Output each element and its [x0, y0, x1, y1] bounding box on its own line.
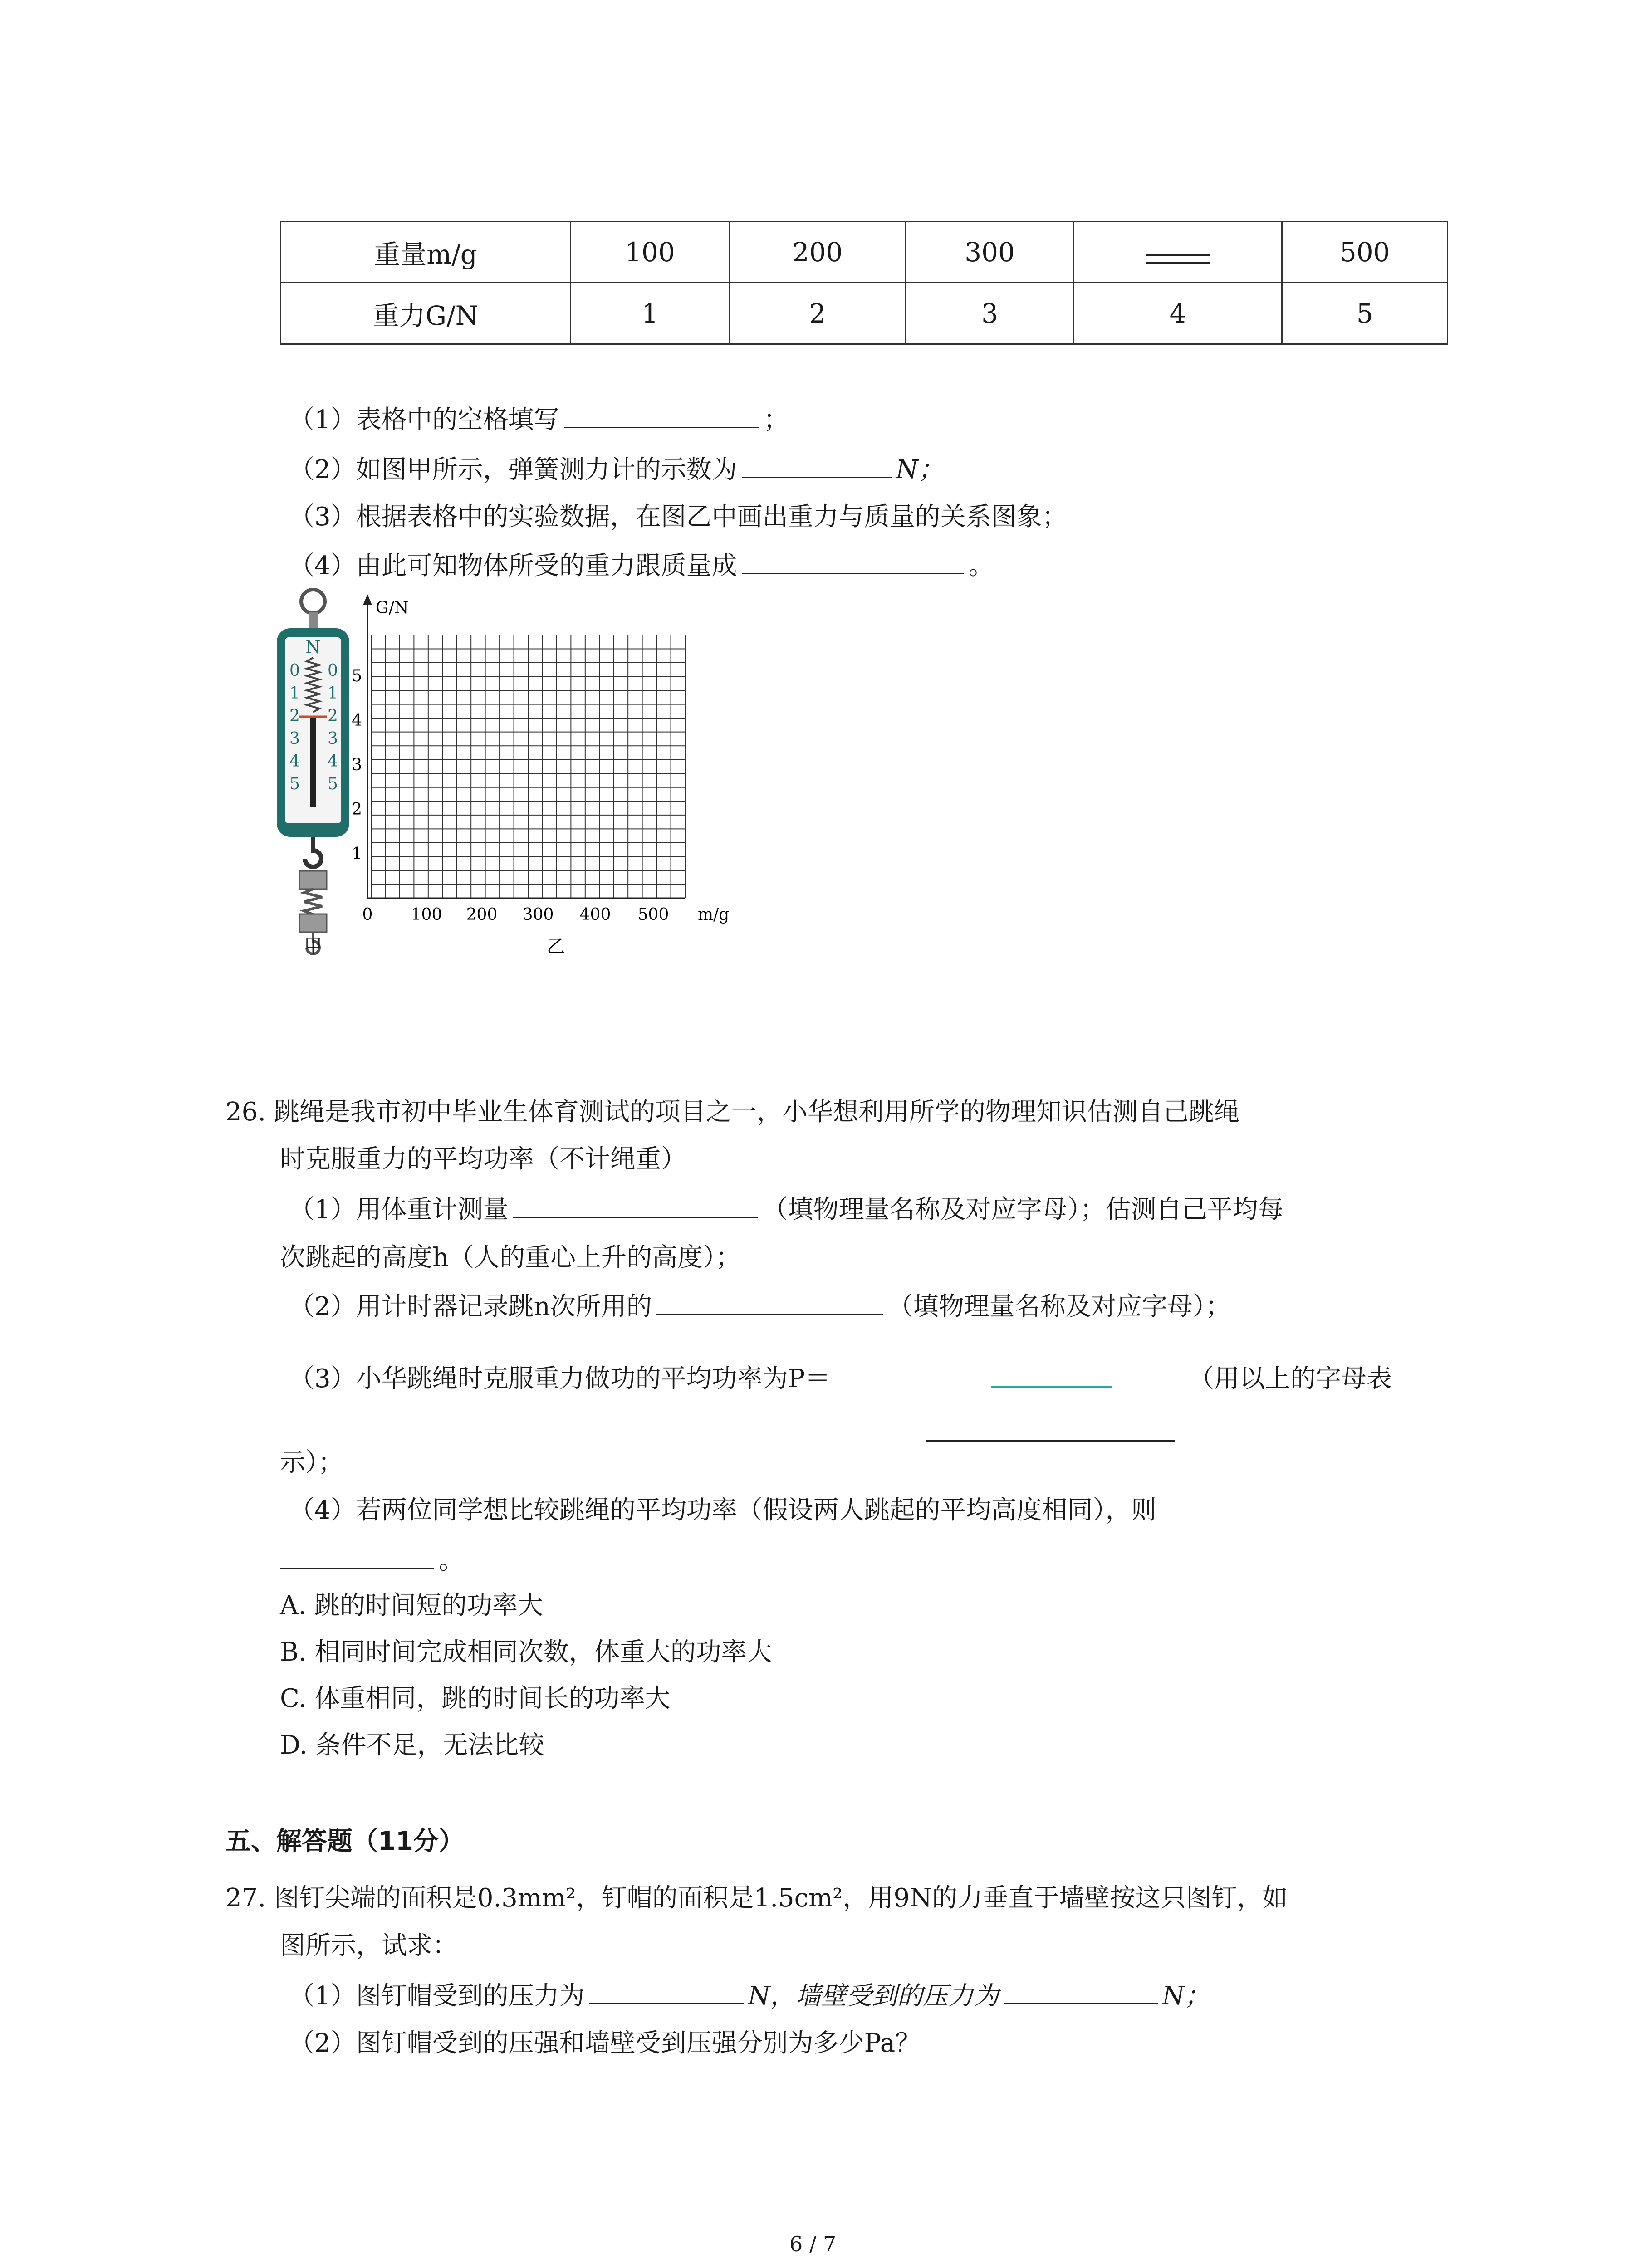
scale-label: 0: [289, 661, 300, 680]
scale-label: 0: [328, 661, 338, 680]
x-tick-label: 0: [362, 905, 373, 924]
scale-label: 3: [328, 729, 338, 748]
q26-part3-cont: 示）；: [280, 1448, 343, 1477]
scale-label: 5: [328, 775, 338, 793]
x-tick-label: 500: [637, 905, 669, 924]
answer-blank[interactable]: [589, 1978, 744, 2004]
q25-part3: （3）根据表格中的实验数据，在图乙中画出重力与质量的关系图象；: [289, 502, 1068, 532]
y-tick-label: 1: [352, 845, 362, 863]
table-row-weight: [281, 283, 1448, 344]
scale-label: 1: [328, 684, 338, 703]
weight-spring-icon: [304, 889, 322, 914]
scale-label: 3: [289, 729, 300, 748]
q26-stem-line1: 26. 跳绳是我市初中毕业生体育测试的项目之一，小华想利用所学的物理知识估测自己跳绳: [225, 1097, 1239, 1127]
table-cell: 200: [729, 222, 906, 283]
y-tick-label: 5: [352, 667, 362, 685]
option-c[interactable]: C. 体重相同，跳的时间长的功率大: [280, 1684, 671, 1713]
q27-stem-line1: 27. 图钉尖端的面积是0.3mm²，钉帽的面积是1.5cm²，用9N的力垂直于墙壁按这只图钉，如: [225, 1883, 1288, 1913]
table-blank-cell[interactable]: [1073, 222, 1282, 283]
q26-part1: （1）用体重计测量 （填物理量名称及对应字母）；估测自己平均每: [289, 1191, 1283, 1228]
y-axis-arrow-icon: [363, 594, 372, 605]
q26-part3: （3）小华跳绳时克服重力做功的平均功率为P＝: [289, 1364, 831, 1393]
y-tick-label: 4: [352, 711, 362, 730]
question-number: 26.: [225, 1097, 266, 1127]
option-a[interactable]: A. 跳的时间短的功率大: [280, 1591, 544, 1620]
answer-blank[interactable]: [926, 1440, 1175, 1442]
table-cell: 300: [906, 222, 1074, 283]
table-header-mass: 重量m/g: [281, 222, 571, 283]
mass-weight-table: [280, 221, 1448, 345]
ring-icon: [301, 590, 325, 613]
answer-blank[interactable]: [656, 1288, 883, 1315]
option-b[interactable]: B. 相同时间完成相同次数，体重大的功率大: [280, 1637, 772, 1667]
scale-label: 4: [289, 752, 300, 771]
table-cell: 2: [729, 283, 906, 344]
q26-part3-suffix: （用以上的字母表: [1189, 1364, 1392, 1393]
table-header-weight: 重力G/N: [281, 283, 571, 344]
x-tick-label: 400: [579, 905, 611, 924]
answer-blank[interactable]: [564, 401, 759, 428]
x-tick-label: 200: [466, 905, 498, 924]
q27-stem-line2: 图所示，试求：: [280, 1931, 458, 1960]
x-tick-label: 300: [522, 905, 554, 924]
table-row-mass: [281, 222, 1448, 283]
answer-blank[interactable]: [1004, 1978, 1158, 2004]
scale-label: 2: [328, 707, 338, 725]
table-cell: 1: [571, 283, 730, 344]
page-number: 6 / 7: [789, 2232, 837, 2256]
q27-part1: （1）图钉帽受到的压力为 N，墙壁受到的压力为 N；: [289, 1978, 1210, 2014]
q26-part4: （4）若两位同学想比较跳绳的平均功率（假设两人跳起的平均高度相同），则: [289, 1496, 1156, 1525]
answer-blank[interactable]: [513, 1191, 758, 1218]
q26-stem-line2: 时克服重力的平均功率（不计绳重）: [280, 1144, 686, 1174]
y-axis-label: G/N: [376, 599, 409, 617]
answer-blank[interactable]: [280, 1542, 434, 1569]
x-axis-label: m/g: [698, 905, 730, 924]
fraction-bar: [991, 1386, 1112, 1388]
y-tick-label: 3: [352, 756, 362, 774]
balance-unit-label: N: [305, 637, 321, 657]
section-title: 五、解答题（11分）: [225, 1827, 464, 1856]
answer-blank[interactable]: [742, 451, 892, 478]
scale-label: 2: [289, 707, 300, 725]
x-tick-label: 100: [411, 905, 442, 924]
question-number: 27.: [225, 1883, 266, 1913]
y-tick-label: 2: [352, 800, 362, 819]
scale-label: 4: [328, 752, 338, 771]
weight-mass-graph: [327, 590, 744, 962]
option-d[interactable]: D. 条件不足，无法比较: [280, 1730, 544, 1760]
scale-label: 5: [289, 775, 300, 793]
table-cell: 4: [1073, 283, 1282, 344]
q27-part2: （2）图钉帽受到的压强和墙壁受到压强分别为多少Pa？: [289, 2028, 921, 2058]
q26-part1-cont: 次跳起的高度h（人的重心上升的高度）；: [280, 1243, 741, 1272]
q25-part1: （1）表格中的空格填写 ；: [289, 401, 789, 438]
hook-icon: [305, 837, 321, 867]
q25-part2: （2）如图甲所示，弹簧测力计的示数为 N；: [289, 451, 944, 488]
q25-part4: （4）由此可知物体所受的重力跟质量成 。: [289, 547, 994, 584]
scale-label: 1: [289, 684, 300, 703]
answer-blank[interactable]: [742, 547, 964, 574]
table-cell: 500: [1282, 222, 1448, 283]
figure-caption-jia: 甲: [304, 936, 322, 957]
table-cell: 100: [571, 222, 730, 283]
figure-caption-yi: 乙: [547, 936, 565, 957]
table-cell: 3: [906, 283, 1074, 344]
table-cell: 5: [1282, 283, 1448, 344]
q26-part2: （2）用计时器记录跳n次所用的 （填物理量名称及对应字母）；: [289, 1288, 1231, 1325]
q26-part4-end: 。: [280, 1542, 464, 1579]
